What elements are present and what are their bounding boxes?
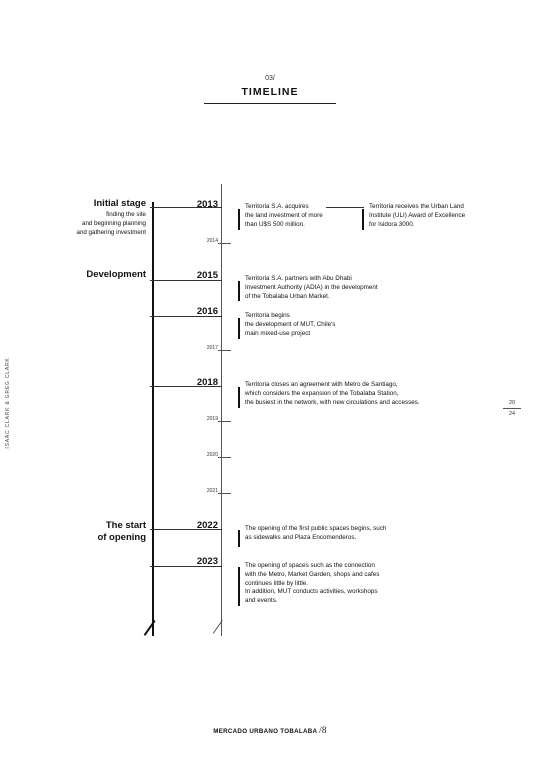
event-line: Territoria closes an agreement with Metro de Santiago, [245,381,398,388]
footer [0,725,540,735]
event-line: In addition, MUT conducts activities, workshops [245,588,378,596]
stage-title-development: Development [86,269,146,280]
page-title: TIMELINE [241,86,299,98]
year-minor-2020: 2020 [206,452,218,458]
event-line: with the Metro, Market Garden, shops and cafes [245,570,380,578]
event-line: the land investment of more [245,211,323,219]
page-marker-bottom: 24 [508,411,516,417]
event-2015 [245,275,435,301]
event-line: The opening of the first public spaces begins, such [245,525,387,532]
year-tick [218,243,231,244]
event-bar [362,209,364,230]
stage-description-line: and gathering investment [76,228,146,236]
event-line: Territoria S.A. partners with Abu Dhabi [245,275,352,282]
event-line: for Isidora 3000. [369,220,415,228]
page-marker-top: 20 [508,400,516,406]
year-tick [218,493,231,494]
event-line: the busiest in the network, with new circulations and accesses. [245,398,420,406]
year-label-2013: 2013 [196,199,218,210]
event-bar [238,567,240,606]
stage-axis [152,202,154,636]
year-minor-2019: 2019 [206,416,218,422]
event-bar [238,318,240,339]
event-line: the development of MUT, Chile's [245,320,336,328]
year-label-2018: 2018 [196,377,218,388]
event-2023 [245,562,445,606]
event-2022 [245,525,445,543]
event-bar [238,387,240,408]
event-bar [238,530,240,547]
event-line: Territoria S.A. acquires [245,203,309,210]
event-line: Institute (ULI) Award of Excellence [369,211,466,219]
event-bar [238,281,240,301]
year-minor-2017: 2017 [206,345,218,351]
stage-title-line: of opening [97,532,146,543]
footer-page-number: /8 [319,725,327,735]
event-line: Territoria receives the Urban Land [369,203,464,210]
year-label-2022: 2022 [196,520,218,531]
year-label-2015: 2015 [196,270,218,281]
stage-title-opening [0,520,146,544]
stage-title-line: The start [105,520,146,531]
page-marker-rule [503,408,521,409]
event-line: Territoria begins [245,312,290,319]
event-line: as sidewalks and Plaza Encomenderos. [245,533,357,541]
event-line: of the Tobalaba Urban Market. [245,292,330,300]
event-line: and events. [245,597,278,605]
event-line: than U$S 500 million. [245,220,305,228]
section-number: 03/ [265,75,275,82]
year-axis [221,184,222,636]
year-tick [218,421,231,422]
stage-description-line: finding the site [106,211,146,218]
event-line: main mixed-use project [245,329,311,337]
stage-description-initial [0,211,146,237]
title-underline [204,103,336,104]
stage-title-initial: Initial stage [93,198,146,209]
year-label-2023: 2023 [196,556,218,567]
stage-description-line: and beginning planning [82,219,146,227]
event-2013-award [369,203,499,229]
event-2018 [245,381,485,407]
event-bar [238,209,240,230]
event-line: Investment Authority (ADIA) in the development [245,283,378,291]
event-line: which considers the expansion of the Tobalaba Station, [245,389,399,397]
event-2016 [245,312,395,338]
year-minor-2014: 2014 [206,238,218,244]
year-tick [218,457,231,458]
year-minor-2021: 2021 [206,488,218,494]
footer-title: MERCADO URBANO TOBALABA [213,728,318,735]
event-connector [326,207,364,208]
event-line: The opening of spaces such as the connection [245,562,375,569]
side-credit: ISAAC CLARK & GREG CLARK [5,357,11,449]
year-label-2016: 2016 [196,306,218,317]
event-line: continues little by little. [245,579,308,587]
year-tick [218,350,231,351]
